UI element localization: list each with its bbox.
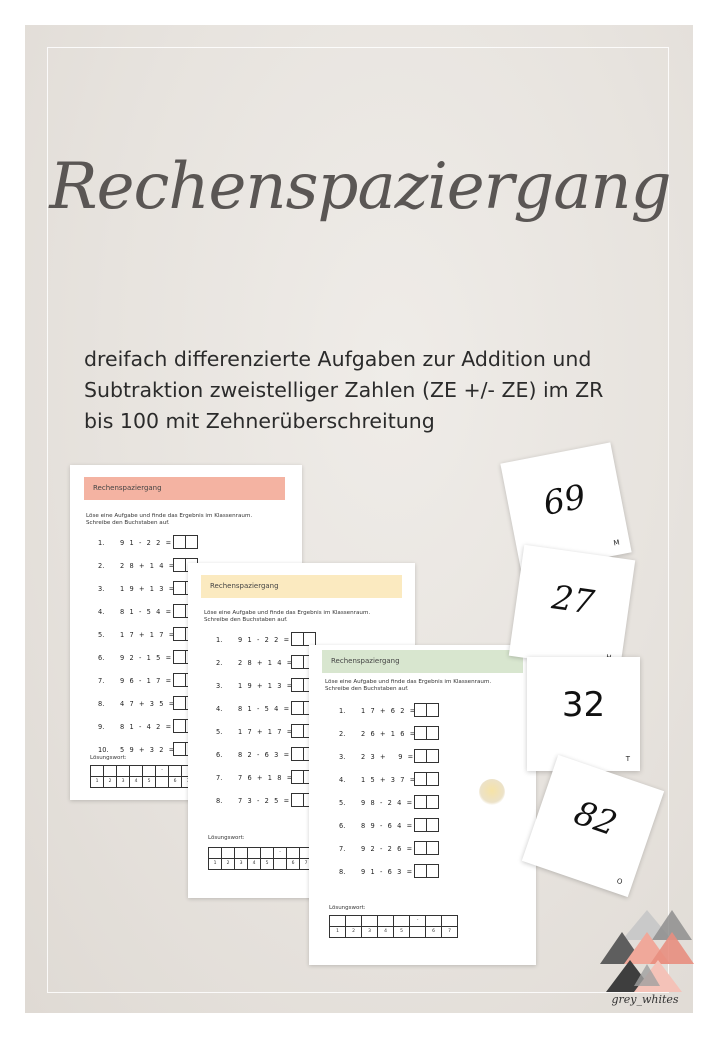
task-equation: 8 1 - 5 4 = xyxy=(120,608,173,616)
subtitle-line: bis 100 mit Zehnerüberschreitung xyxy=(84,409,435,433)
grid-cell xyxy=(209,848,222,859)
grid-cell: 5 xyxy=(143,777,156,788)
grid-cell: 6 xyxy=(426,927,442,938)
task-number: 2. xyxy=(216,659,223,667)
grid-cell xyxy=(130,766,143,777)
task-equation: 9 1 - 2 2 = xyxy=(120,539,173,547)
worksheet-3 xyxy=(309,645,536,965)
grid-cell: 2 xyxy=(222,859,235,870)
number-card xyxy=(527,657,640,771)
logo-text: grey_whites xyxy=(611,993,679,1006)
card-value: 32 xyxy=(561,685,606,725)
task-equation: 2 6 + 1 6 = xyxy=(361,730,417,738)
task-row xyxy=(335,841,535,864)
task-equation: 7 6 + 1 8 = xyxy=(238,774,294,782)
task-equation: 2 8 + 1 4 = xyxy=(238,659,294,667)
worksheet-instruction xyxy=(86,513,252,527)
grid-cell: 1 xyxy=(91,777,104,788)
grid-cell: 4 xyxy=(248,859,261,870)
task-number: 8. xyxy=(216,797,223,805)
grid-cell: 1 xyxy=(209,859,222,870)
grid-cell xyxy=(378,916,394,927)
task-equation: 1 5 + 3 7 = xyxy=(361,776,417,784)
task-equation: 8 2 - 6 3 = xyxy=(238,751,291,759)
grid-cell: 4 xyxy=(378,927,394,938)
task-number: 4. xyxy=(216,705,223,713)
subtitle-line: Subtraktion zweistelliger Zahlen (ZE +/- ZE) im ZR xyxy=(84,378,604,402)
task-row xyxy=(335,864,535,887)
task-equation: 2 8 + 1 4 = xyxy=(120,562,176,570)
instruction-line: Schreibe den Buchstaben auf. xyxy=(325,686,409,692)
answer-box xyxy=(415,818,439,832)
grid-cell xyxy=(426,916,442,927)
task-row xyxy=(94,535,294,558)
answer-box xyxy=(415,795,439,809)
grid-cell xyxy=(104,766,117,777)
task-number: 4. xyxy=(98,608,105,616)
grid-cell xyxy=(222,848,235,859)
card-letter: O xyxy=(615,877,624,887)
worksheet-banner: Rechenspaziergang xyxy=(322,650,523,673)
card-letter: T xyxy=(625,755,630,763)
loesungswort-label: Lösungswort: xyxy=(90,755,127,761)
grid-cell xyxy=(91,766,104,777)
task-row xyxy=(335,795,535,818)
worksheet-instruction xyxy=(204,610,370,624)
task-equation: 9 2 - 2 6 = xyxy=(361,845,414,853)
task-number: 6. xyxy=(339,822,346,830)
card-letter: M xyxy=(612,538,621,548)
task-row xyxy=(335,818,535,841)
task-equation: 9 8 - 2 4 = xyxy=(361,799,414,807)
worksheet-instruction xyxy=(325,679,491,693)
loesungswort-label: Lösungswort: xyxy=(208,835,245,841)
grid-cell xyxy=(287,848,300,859)
worksheet-banner: Rechenspaziergang xyxy=(201,575,402,598)
lightbulb-icon xyxy=(479,779,505,805)
grid-cell: 5 xyxy=(394,927,410,938)
grid-cell xyxy=(117,766,130,777)
task-equation: 1 7 + 1 7 = xyxy=(238,728,294,736)
subtitle-line: dreifach differenzierte Aufgaben zur Addition und xyxy=(84,347,592,371)
page-title: Rechenspaziergang xyxy=(49,150,671,224)
task-equation: 5 9 + 3 2 = xyxy=(120,746,176,754)
grid-cell xyxy=(330,916,346,927)
instruction-line: Löse eine Aufgabe und finde das Ergebnis im Klassenraum. xyxy=(204,610,371,616)
grid-cell xyxy=(143,766,156,777)
task-equation: 2 3 + 9 = xyxy=(361,753,415,761)
task-equation: 9 2 - 1 5 = xyxy=(120,654,173,662)
grid-cell: 4 xyxy=(130,777,143,788)
grid-cell xyxy=(248,848,261,859)
task-number: 7. xyxy=(98,677,105,685)
answer-box xyxy=(174,535,198,549)
instruction-line: Löse eine Aufgabe und finde das Ergebnis im Klassenraum. xyxy=(325,679,492,685)
grid-cell xyxy=(274,859,287,870)
task-number: 5. xyxy=(216,728,223,736)
grid-cell: 3 xyxy=(362,927,378,938)
answer-box xyxy=(292,632,316,646)
instruction-line: Schreibe den Buchstaben auf. xyxy=(204,617,288,623)
subtitle xyxy=(84,344,644,437)
worksheet-banner: Rechenspaziergang xyxy=(84,477,285,500)
grid-cell: 7 xyxy=(442,927,458,938)
grid-cell: 3 xyxy=(235,859,248,870)
grid-cell: 7 xyxy=(300,859,313,870)
card-value: 27 xyxy=(549,577,597,622)
task-number: 5. xyxy=(339,799,346,807)
task-number: 6. xyxy=(98,654,105,662)
grid-cell xyxy=(261,848,274,859)
grid-cell xyxy=(442,916,458,927)
task-equation: 9 1 - 6 3 = xyxy=(361,868,414,876)
task-row xyxy=(335,703,535,726)
grid-cell xyxy=(346,916,362,927)
task-equation: 1 7 + 1 7 = xyxy=(120,631,176,639)
task-equation: 1 7 + 6 2 = xyxy=(361,707,417,715)
answer-box xyxy=(415,772,439,786)
grid-cell xyxy=(235,848,248,859)
task-number: 8. xyxy=(339,868,346,876)
task-number: 7. xyxy=(216,774,223,782)
answer-box xyxy=(415,841,439,855)
grid-cell xyxy=(394,916,410,927)
grid-cell: 3 xyxy=(117,777,130,788)
grid-cell: 2 xyxy=(104,777,117,788)
task-number: 3. xyxy=(98,585,105,593)
answer-box xyxy=(415,749,439,763)
task-number: 5. xyxy=(98,631,105,639)
grid-cell xyxy=(169,766,182,777)
task-equation: 8 1 - 5 4 = xyxy=(238,705,291,713)
task-number: 4. xyxy=(339,776,346,784)
grid-cell: 5 xyxy=(261,859,274,870)
task-number: 3. xyxy=(216,682,223,690)
loesungswort-label: Lösungswort: xyxy=(329,905,366,911)
task-number: 9. xyxy=(98,723,105,731)
task-equation: 8 1 - 4 2 = xyxy=(120,723,173,731)
answer-box xyxy=(415,726,439,740)
answer-box xyxy=(415,864,439,878)
task-list xyxy=(335,703,535,887)
grid-cell: - xyxy=(274,848,287,859)
task-equation: 9 1 - 2 2 = xyxy=(238,636,291,644)
task-equation: 1 9 + 1 3 = xyxy=(120,585,176,593)
task-number: 8. xyxy=(98,700,105,708)
task-number: 3. xyxy=(339,753,346,761)
number-card xyxy=(509,545,635,671)
task-equation: 8 9 - 6 4 = xyxy=(361,822,414,830)
card-value: 69 xyxy=(540,476,589,523)
task-row xyxy=(335,772,535,795)
grid-cell xyxy=(362,916,378,927)
task-equation: 9 6 - 1 7 = xyxy=(120,677,173,685)
task-number: 1. xyxy=(216,636,223,644)
task-number: 6. xyxy=(216,751,223,759)
task-number: 1. xyxy=(339,707,346,715)
grid-cell: 1 xyxy=(330,927,346,938)
task-equation: 7 3 - 2 5 = xyxy=(238,797,291,805)
instruction-line: Schreibe den Buchstaben auf. xyxy=(86,520,170,526)
grid-cell: 6 xyxy=(169,777,182,788)
grid-cell: - xyxy=(156,766,169,777)
task-row xyxy=(335,726,535,749)
task-number: 2. xyxy=(339,730,346,738)
task-equation: 1 9 + 1 3 = xyxy=(238,682,294,690)
task-equation: 4 7 + 3 5 = xyxy=(120,700,176,708)
loesungswort-grid xyxy=(329,915,458,938)
answer-box xyxy=(415,703,439,717)
instruction-line: Löse eine Aufgabe und finde das Ergebnis im Klassenraum. xyxy=(86,513,253,519)
grid-cell: 6 xyxy=(287,859,300,870)
task-number: 1. xyxy=(98,539,105,547)
loesungswort-grid xyxy=(208,847,313,870)
task-row xyxy=(335,749,535,772)
grid-cell xyxy=(410,927,426,938)
grid-cell: - xyxy=(410,916,426,927)
task-number: 2. xyxy=(98,562,105,570)
task-number: 10. xyxy=(98,746,109,754)
grid-cell: 2 xyxy=(346,927,362,938)
grid-cell xyxy=(156,777,169,788)
task-number: 7. xyxy=(339,845,346,853)
card-value: 82 xyxy=(569,792,622,844)
